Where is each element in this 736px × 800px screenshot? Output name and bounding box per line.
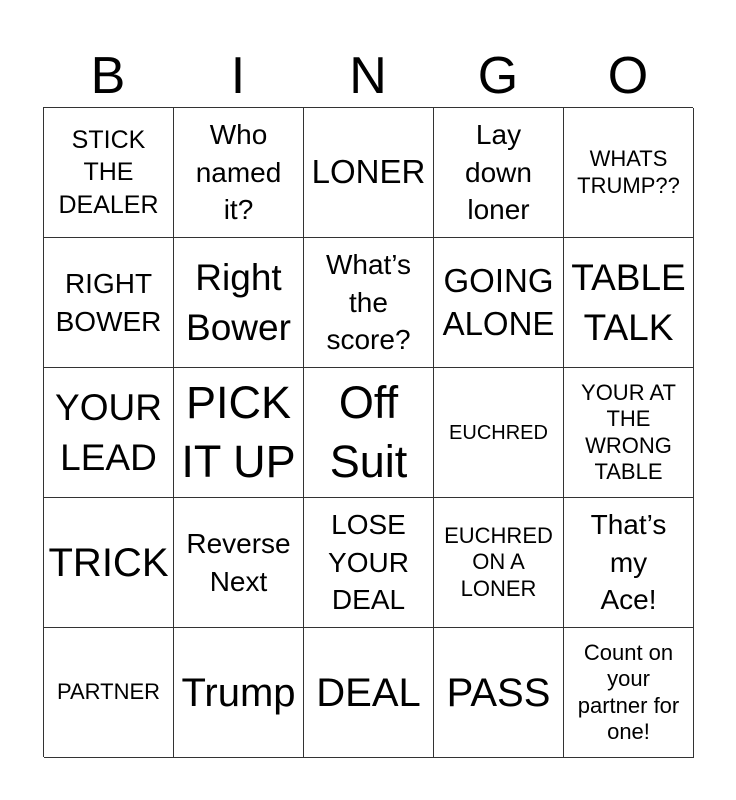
cell-label: TABLE TALK [571,256,686,348]
cell-label: YOUR LEAD [55,386,162,478]
bingo-cell[interactable] [44,238,174,368]
cell-label: WHATS TRUMP?? [577,146,680,198]
cell-label: RIGHT BOWER [55,267,162,337]
cell-label: PICK IT UP [181,377,296,487]
bingo-cell[interactable] [174,498,304,628]
cell-label: Off Suit [329,377,408,487]
cell-label: EUCHRED [449,421,548,444]
cell-label: LONER [311,153,426,191]
header-letter-i: I [230,47,246,105]
cell-label: PARTNER [56,679,161,705]
bingo-cell[interactable] [564,238,694,368]
bingo-cell[interactable] [304,238,434,368]
bingo-cell[interactable] [564,498,694,628]
bingo-cell[interactable] [434,628,564,758]
bingo-cell[interactable] [174,628,304,758]
cell-label: Lay down loner [465,118,532,226]
bingo-cell[interactable] [44,498,174,628]
cell-label: Right Bower [186,256,291,348]
cell-label: DEAL [316,670,421,715]
cell-label: GOING ALONE [442,261,555,342]
cell-label: Count on your partner for one! [577,639,680,744]
bingo-cell[interactable] [564,628,694,758]
bingo-cell[interactable] [304,368,434,498]
cell-label: Who named it? [195,118,282,226]
bingo-cell[interactable] [174,238,304,368]
header-letter-o: O [607,47,649,105]
bingo-cell[interactable] [44,628,174,758]
bingo-board [43,107,693,757]
cell-label: STICK THE DEALER [58,125,159,219]
bingo-cell[interactable] [304,498,434,628]
bingo-cell[interactable] [434,108,564,238]
cell-label: LOSE YOUR DEAL [328,508,409,616]
cell-label: TRICK [48,540,169,585]
bingo-cell[interactable] [434,368,564,498]
bingo-cell[interactable] [44,108,174,238]
header-letter-n: N [349,47,387,105]
bingo-cell[interactable] [174,108,304,238]
header-letter-g: G [477,47,519,105]
cell-label: PASS [446,670,551,715]
cell-label: What’s the score? [325,248,412,356]
bingo-cell[interactable] [304,628,434,758]
cell-label: Trump [181,670,296,715]
bingo-cell[interactable] [304,108,434,238]
cell-label: YOUR AT THE WRONG TABLE [581,379,676,484]
bingo-cell[interactable] [564,108,694,238]
cell-label: EUCHRED ON A LONER [444,522,553,601]
bingo-header [43,44,693,108]
cell-label: Reverse Next [186,527,291,597]
cell-label: That’s my Ace! [590,508,667,616]
header-letter-b: B [90,47,126,105]
bingo-cell[interactable] [174,368,304,498]
bingo-cell[interactable] [564,368,694,498]
bingo-cell[interactable] [434,238,564,368]
bingo-cell[interactable] [434,498,564,628]
bingo-cell[interactable] [44,368,174,498]
